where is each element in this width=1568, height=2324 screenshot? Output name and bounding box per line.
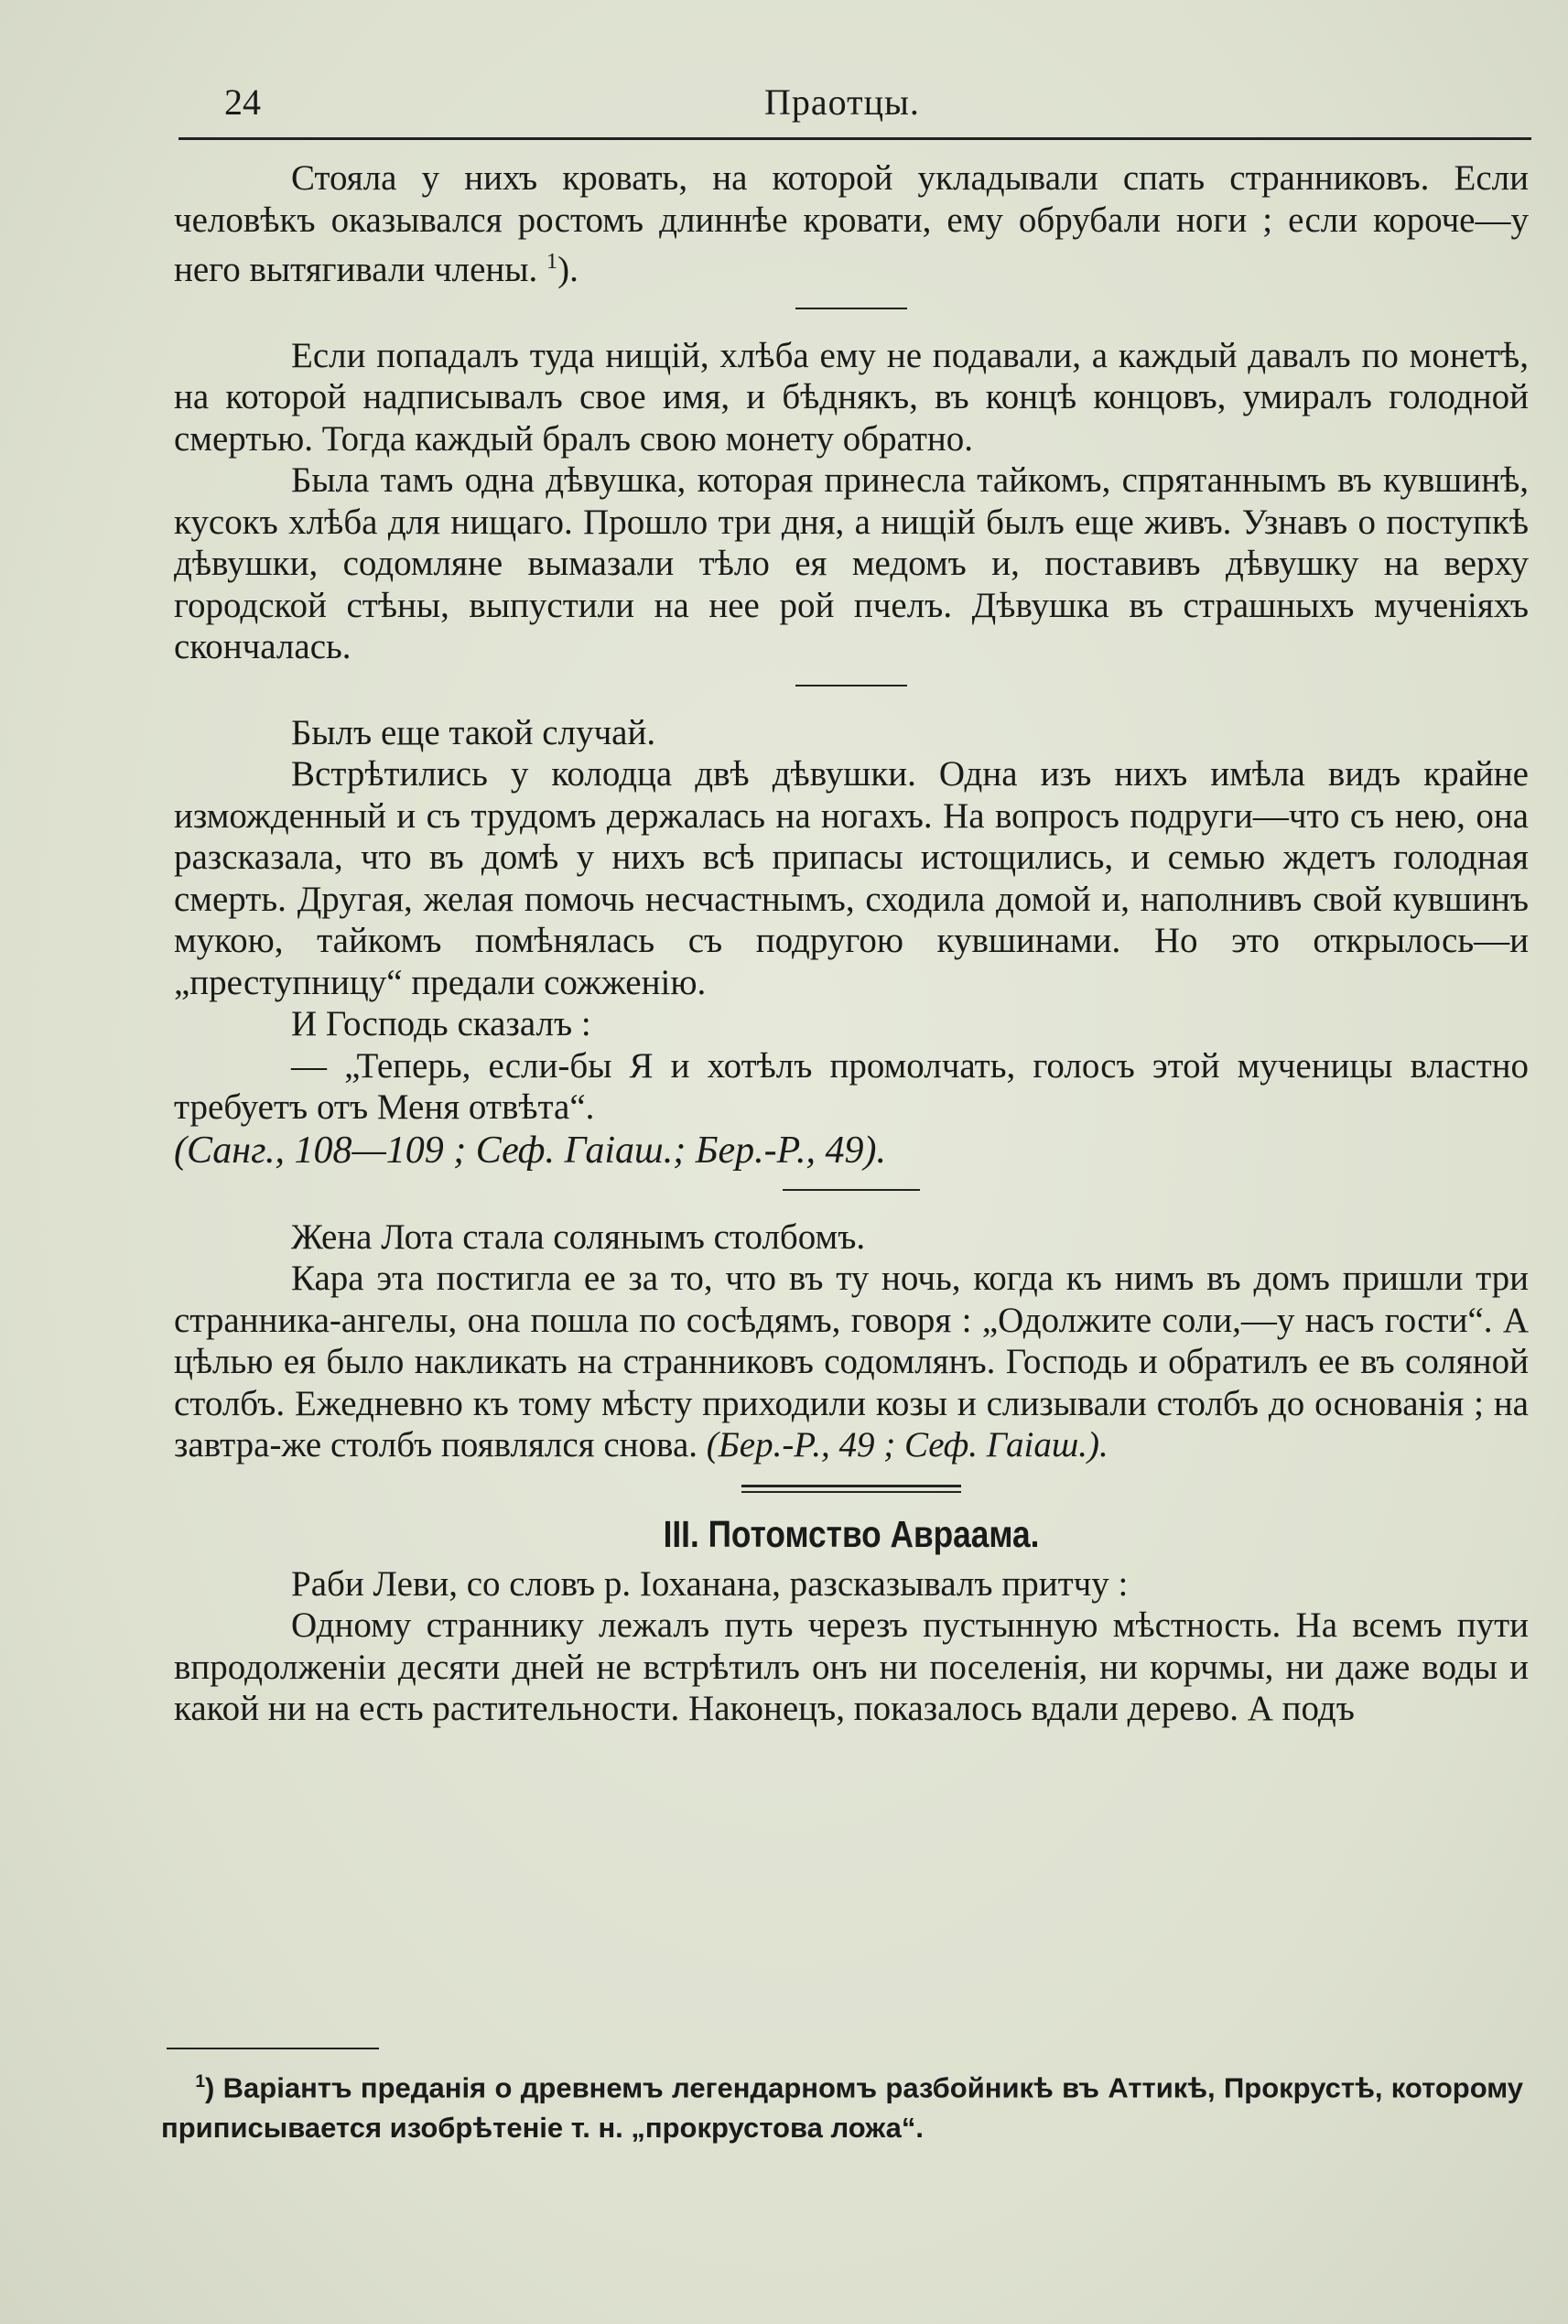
paragraph-lord-said: И Господь сказалъ : (291, 1004, 591, 1043)
paragraph-punishment: Кара эта постигла ее за то, что въ ту ночь, когда къ нимъ въ домъ пришли три странника-ангелы, она пошла по сосѣдямъ, говоря : „Одолжите соли,—у насъ гости“. А цѣлью ея было накликать на странниковъ содомлянъ. Господь и обратилъ ее въ соляной столбъ. Ежедневно къ тому мѣсту приходили козы и слизывали столбъ до основанія ; на завтра-же столбъ появлялся снова. (Бер.-Р., 49 ; Сеф. Гаіаш.). (174, 1259, 1529, 1465)
footnote-ref[interactable]: 1 (546, 249, 558, 274)
citation-inline: (Бер.-Р., 49 ; Сеф. Гаіаш.). (706, 1425, 1108, 1465)
paragraph-girl: Была тамъ одна дѣвушка, которая принесла тайкомъ, спрятаннымъ въ кувшинѣ, кусокъ хлѣба для нищаго. Прошло три дня, а нищій былъ еще живъ. Узнавъ о поступкѣ дѣвушки, содомляне вымазали тѣло ея медомъ и, поставивъ дѣвушку на верху городской стѣны, выпустили на нее рой пчелъ. Дѣвушка въ страшныхъ мученіяхъ скончалась. (174, 460, 1529, 666)
footnote-marker: 1 (195, 2072, 205, 2092)
separator-rule (795, 685, 907, 686)
paragraph-rabbi-levi: Раби Леви, со словъ р. Іоханана, разсказывалъ притчу : (291, 1563, 1129, 1604)
header-rule (178, 137, 1531, 140)
paragraph-case: Былъ еще такой случай. (291, 712, 656, 752)
footnote: $^1$) Варіантъ преданія о древнемъ легендарномъ разбойникѣ въ Аттикѣ, Прокрустѣ, которому приписывается изобрѣтеніе т. н. „прокрустова ложа“. (161, 2071, 1524, 2145)
running-title: Праотцы. (764, 81, 920, 123)
section-heading: III. Потомство Авраама. (663, 1512, 1040, 1555)
paragraph-bed: Стояла у нихъ кровать, на которой укладывали спать странниковъ. Если человѣкъ оказывался ростомъ длиннѣе кровати, ему обрубали ноги ; если короче—у него вытягивали члены. $^1$). (174, 158, 1529, 289)
page-header (178, 81, 1531, 135)
page-number: 24 (224, 81, 261, 123)
paragraph-quote: — „Теперь, если-бы Я и хотѣлъ промолчать, голосъ этой мученицы властно требуетъ отъ Меня отвѣта“. (174, 1045, 1529, 1127)
separator-rule (783, 1189, 920, 1191)
paragraph-lot-wife: Жена Лота стала солянымъ столбомъ. (291, 1216, 866, 1257)
citation: (Санг., 108—109 ; Сеф. Гаіаш.; Бер.-Р., 49). (174, 1129, 887, 1172)
paragraph-beggar: Если попадалъ туда нищій, хлѣба ему не подавали, а каждый давалъ по монетѣ, на которой надписывалъ свое имя, и бѣднякъ, въ концѣ концовъ, умиралъ голодной смертью. Тогда каждый бралъ свою монету обратно. (174, 335, 1529, 459)
page-body (174, 157, 1529, 1730)
section-divider (741, 1485, 961, 1493)
paragraph-wanderer: Одному страннику лежалъ путь черезъ пустынную мѣстность. На всемъ пути впродолженіи десяти дней не встрѣтилъ онъ ни поселенія, ни корчмы, ни даже воды и какой ни на есть растительности. Наконецъ, показалось вдали дерево. А подъ (174, 1605, 1529, 1728)
footnote-rule (167, 2048, 379, 2049)
paragraph-well: Встрѣтились у колодца двѣ дѣвушки. Одна изъ нихъ имѣла видъ крайне изможденный и съ трудомъ держалась на ногахъ. На вопросъ подруги—что съ нею, она разсказала, что въ домѣ у нихъ всѣ припасы истощились, и семью ждетъ голодная смерть. Другая, желая помочь несчастнымъ, сходила домой и, наполнивъ свой кувшинъ мукою, тайкомъ помѣнялась съ подругою кувшинами. Но это открылось—и „преступницу“ предали сожженію. (174, 754, 1529, 1002)
separator-rule (795, 308, 907, 309)
